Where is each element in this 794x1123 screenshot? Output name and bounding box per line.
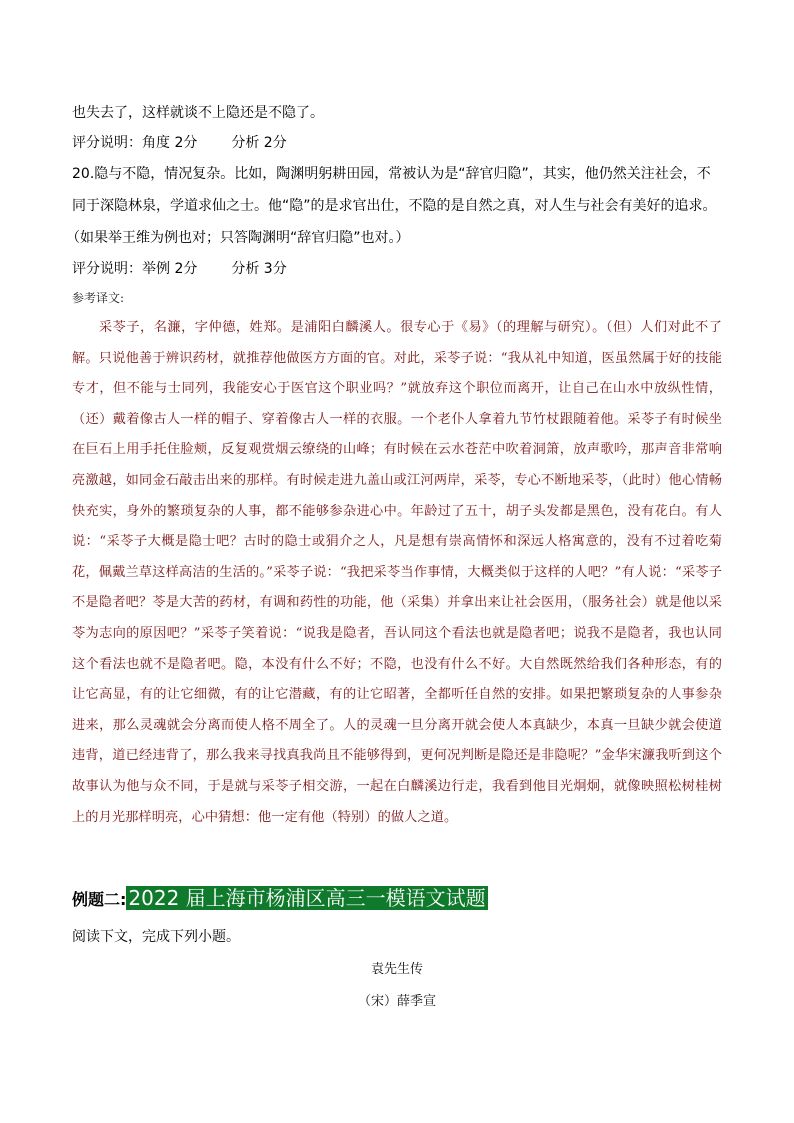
passage-title: 袁先生传 (370, 962, 423, 977)
example-year: 2022 (128, 886, 180, 910)
q20-answer-line-3: （如果举王维为例也对；只答陶渊明“辞官归隐”也对。） (66, 230, 410, 246)
scoring-note-2-part-a: 评分说明：举例 2分 (72, 261, 198, 277)
instruction-text: 阅读下文，完成下列小题。 (72, 929, 240, 945)
scoring-note-1-part-a: 评分说明：角度 2分 (72, 135, 198, 151)
example-heading (72, 884, 488, 914)
answer-line: 也失去了，这样就谈不上隐还是不隐了。 (72, 105, 324, 121)
scoring-note-2-part-b: 分析 3分 (231, 261, 287, 277)
example-title-highlight (126, 886, 487, 910)
scoring-note-1-part-b: 分析 2分 (231, 135, 287, 151)
scoring-note-2 (72, 259, 287, 279)
passage-author: （宋）薛季宣 (357, 994, 436, 1009)
translation-paragraph: 采苓子，名濂，字仲德，姓郑。是浦阳白麟溪人。很专心于《易》（的理解与研究）。（但）人们对此不了解。只说他善于辨识药材，就推荐他做医方方面的官。对此，采苓子说：“我从礼中知道，医虽然属于好的技能专才，但不能与士同列，我能安心于医官这个职业吗？”就放弃这个职位而离开，让自己在山水中放纵性情，（还）戴着像古人一样的帽子、穿着像古人一样的衣服。一个老仆人拿着九节竹杖跟随着他。采苓子有时候坐在巨石上用手托住脸颊，反复观赏烟云缭绕的山峰；有时候在云水苍茫中吹着洞箫，放声歌吟，那声音非常响亮激越，如同金石敲击出来的那样。有时候走进九盖山或江河两岸，采苓，专心不断地采苓，（此时）他心情畅快充实，身外的繁琐复杂的人事，都不能够参杂进心中。年龄过了五十，胡子头发都是黑色，没有花白。有人说：“采苓子大概是隐士吧？古时的隐士或狷介之人，凡是想有崇高情怀和深远人格寓意的，没有不过着吃菊花，佩戴兰草这样高洁的生活的。”采苓子说：“我把采苓当作事情，大概类似于这样的人吧？”有人说：“采苓子不是隐者吧？苓是大苦的药材，有调和药性的功能，他（采集）并拿出来让社会医用，（服务社会）就是他以采苓为志向的原因吧？”采苓子笑着说：“说我是隐者，吾认同这个看法也就是隐者吧；说我不是隐者，我也认同这个看法也就不是隐者吧。隐，本没有什么不好；不隐，也没有什么不好。大自然既然给我们各种形态，有的让它高显，有的让它细微，有的让它潜藏，有的让它昭著，全都听任自然的安排。如果把繁琐复杂的人事参杂进来，那么灵魂就会分离而使人格不周全了。人的灵魂一旦分离开就会使人本真缺少，本真一旦缺少就会使道违背，道已经违背了，那么我来寻找真我尚且不能够得到，更何况判断是隐还是非隐呢？”金华宋濂我听到这个故事认为他与众不同，于是就与采苓子相交游，一起在白麟溪边行走，我看到他目光炯炯，就像映照松树桂树上的月光那样明亮，心中猜想：他一定有他（特别）的做人之道。 (72, 320, 722, 825)
q20-answer-line-2: 同于深隐林泉，学道求仙之士。他“隐”的是求官出仕，不隐的是自然之真，对人生与社会有美好的追求。 (72, 198, 717, 214)
q20-answer-line-1: 20.隐与不隐，情况复杂。比如，陶渊明躬耕田园，常被认为是“辞官归隐”，其实，他仍然关注社会，不 (72, 166, 711, 182)
example-label: 例题二: (72, 890, 127, 909)
example-title: 届上海市杨浦区高三一模语文试题 (185, 886, 486, 910)
translation-label: 参考译文: (72, 291, 125, 305)
scoring-note-1 (72, 133, 287, 153)
